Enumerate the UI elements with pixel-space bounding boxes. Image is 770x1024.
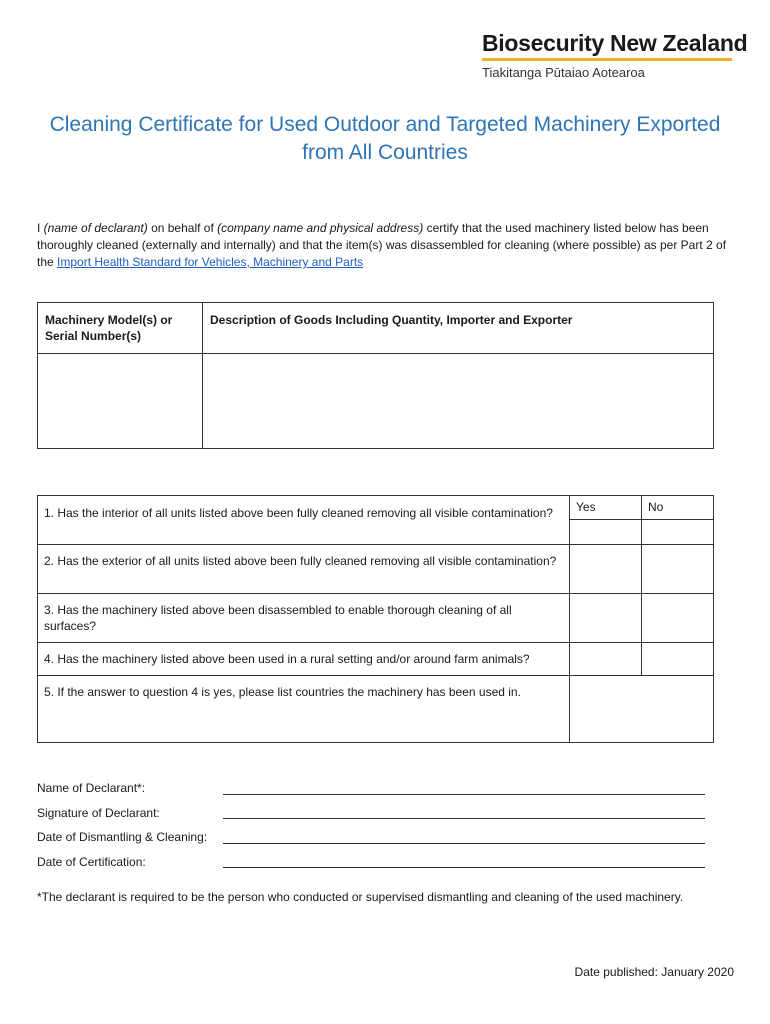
question-3: 3. Has the machinery listed above been disassembled to enable thorough cleaning of all surfaces?	[38, 594, 570, 643]
question-row	[38, 643, 714, 676]
answer-no-4[interactable]	[642, 643, 714, 676]
questions-table	[37, 495, 714, 743]
intro-text: on behalf of	[147, 221, 218, 235]
goods-table-header-row	[38, 303, 714, 354]
title-line-2: from All Countries	[302, 141, 468, 164]
declaration-paragraph	[37, 220, 737, 271]
logo-subtitle: Tiakitanga Pūtaiao Aotearoa	[482, 65, 645, 80]
logo-title: Biosecurity New Zealand	[482, 30, 748, 56]
question-2: 2. Has the exterior of all units listed above been fully cleaned removing all visible contamination?	[38, 545, 570, 594]
no-column-cell[interactable]	[642, 496, 714, 545]
dismantling-date-label: Date of Dismantling & Cleaning:	[37, 830, 208, 845]
certification-date-row	[37, 850, 717, 875]
yes-column-cell[interactable]	[570, 496, 642, 545]
machinery-model-header: Machinery Model(s) or Serial Number(s)	[38, 303, 203, 354]
dismantling-date-row	[37, 825, 717, 850]
yes-header: Yes	[570, 496, 641, 520]
no-header: No	[642, 496, 713, 520]
question-row	[38, 676, 714, 743]
goods-table-entry-row	[38, 354, 714, 449]
question-row	[38, 545, 714, 594]
countries-answer-field[interactable]	[570, 676, 714, 743]
answer-no-3[interactable]	[642, 594, 714, 643]
logo-underline	[482, 58, 732, 61]
question-5: 5. If the answer to question 4 is yes, please list countries the machinery has been used in.	[38, 676, 570, 743]
declarant-placeholder: (name of declarant)	[43, 221, 148, 235]
declarant-footnote: *The declarant is required to be the person who conducted or supervised dismantling and cleaning of the used machinery.	[37, 890, 684, 904]
question-row	[38, 496, 714, 545]
signature-field[interactable]	[223, 818, 705, 819]
signature-block	[37, 776, 717, 874]
date-published: Date published: January 2020	[574, 965, 734, 979]
answer-yes-3[interactable]	[570, 594, 642, 643]
answer-yes-2[interactable]	[570, 545, 642, 594]
title-line-1: Cleaning Certificate for Used Outdoor and Targeted Machinery Exported	[49, 113, 721, 136]
signature-label: Signature of Declarant:	[37, 805, 160, 820]
certification-date-label: Date of Certification:	[37, 854, 146, 869]
intro-text: certify that the used machinery listed below has been thoroughly cleaned (externally and internally) and that the item(s) was disassembled for cleaning (where possible) as per Part 2 of the	[37, 221, 727, 269]
dismantling-date-field[interactable]	[223, 843, 705, 844]
description-header: Description of Goods Including Quantity, Importer and Exporter	[203, 303, 714, 354]
name-label: Name of Declarant*:	[37, 781, 146, 796]
description-field[interactable]	[203, 354, 714, 449]
import-health-standard-link[interactable]: Import Health Standard for Vehicles, Machinery and Parts	[57, 255, 364, 269]
machinery-model-field[interactable]	[38, 354, 203, 449]
intro-text: I	[37, 221, 44, 235]
question-4: 4. Has the machinery listed above been used in a rural setting and/or around farm animals?	[38, 643, 570, 676]
biosecurity-nz-logo	[482, 30, 748, 80]
answer-yes-4[interactable]	[570, 643, 642, 676]
question-row	[38, 594, 714, 643]
name-field[interactable]	[223, 794, 705, 795]
document-title	[30, 111, 740, 167]
name-row	[37, 776, 717, 801]
goods-table	[37, 302, 714, 449]
answer-no-2[interactable]	[642, 545, 714, 594]
signature-row	[37, 801, 717, 826]
company-placeholder: (company name and physical address)	[217, 221, 424, 235]
question-1: 1. Has the interior of all units listed above been fully cleaned removing all visible contamination?	[38, 496, 570, 545]
certification-date-field[interactable]	[223, 867, 705, 868]
